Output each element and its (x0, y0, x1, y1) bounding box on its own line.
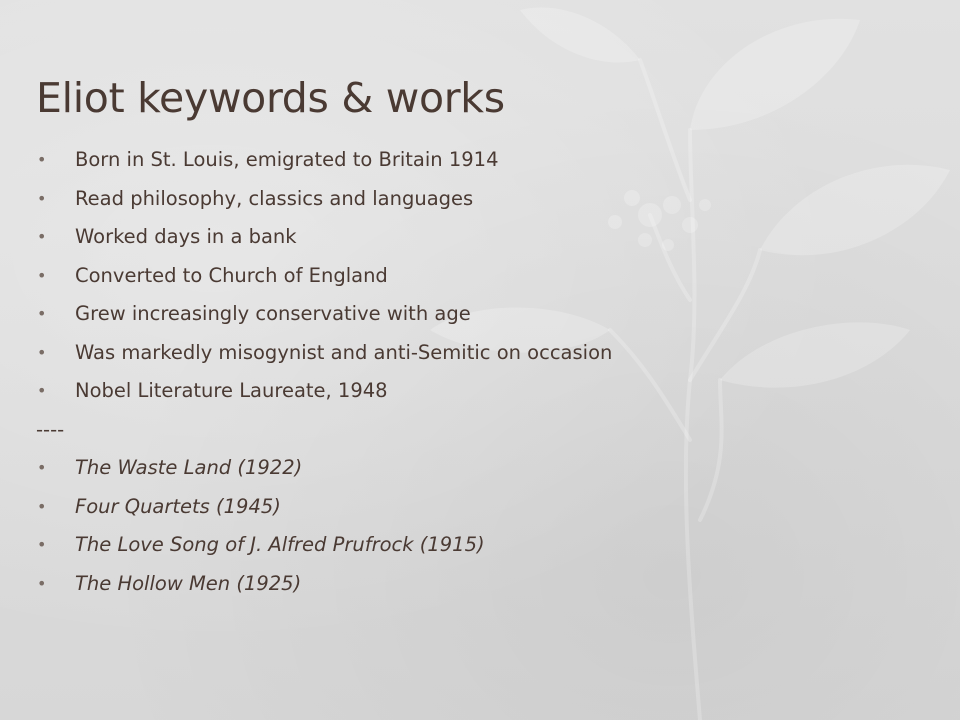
bullet-list (36, 141, 896, 603)
list-item (36, 257, 896, 296)
bullet-icon: • (37, 342, 47, 362)
list-item (36, 449, 896, 488)
work-title: Four Quartets (1945) (75, 494, 281, 518)
list-item (36, 334, 896, 373)
work-title: The Love Song of J. Alfred Prufrock (1915) (75, 533, 485, 556)
biography-item: Converted to Church of England (75, 263, 388, 287)
bullet-icon: • (37, 150, 47, 169)
biography-item: Was markedly misogynist and anti-Semitic on occasion (75, 340, 613, 364)
list-item (36, 180, 896, 219)
biography-item: Born in St. Louis, emigrated to Britain 1914 (75, 148, 499, 171)
bullet-icon: • (37, 535, 47, 554)
bullet-icon: • (37, 304, 47, 323)
separator-line: ---- (36, 417, 65, 441)
bullet-icon: • (37, 265, 47, 285)
biography-item: Worked days in a bank (75, 225, 297, 248)
biography-item: Read philosophy, classics and languages (75, 186, 474, 210)
bullet-icon: • (37, 496, 47, 516)
bullet-icon: • (37, 458, 47, 477)
work-title: The Hollow Men (1925) (75, 571, 302, 595)
bullet-icon: • (37, 381, 47, 400)
list-item (36, 218, 896, 257)
list-item (36, 526, 896, 565)
list-item (36, 565, 896, 604)
biography-item: Grew increasingly conservative with age (75, 302, 471, 325)
bullet-icon: • (37, 573, 47, 593)
slide-title: Eliot keywords & works (36, 74, 505, 122)
bullet-icon: • (37, 188, 47, 208)
list-item (36, 372, 896, 411)
list-item (36, 141, 896, 180)
bullet-icon: • (37, 227, 47, 246)
work-title: The Waste Land (1922) (75, 456, 303, 479)
biography-item: Nobel Literature Laureate, 1948 (75, 379, 388, 402)
list-item (36, 295, 896, 334)
list-item (36, 488, 896, 527)
